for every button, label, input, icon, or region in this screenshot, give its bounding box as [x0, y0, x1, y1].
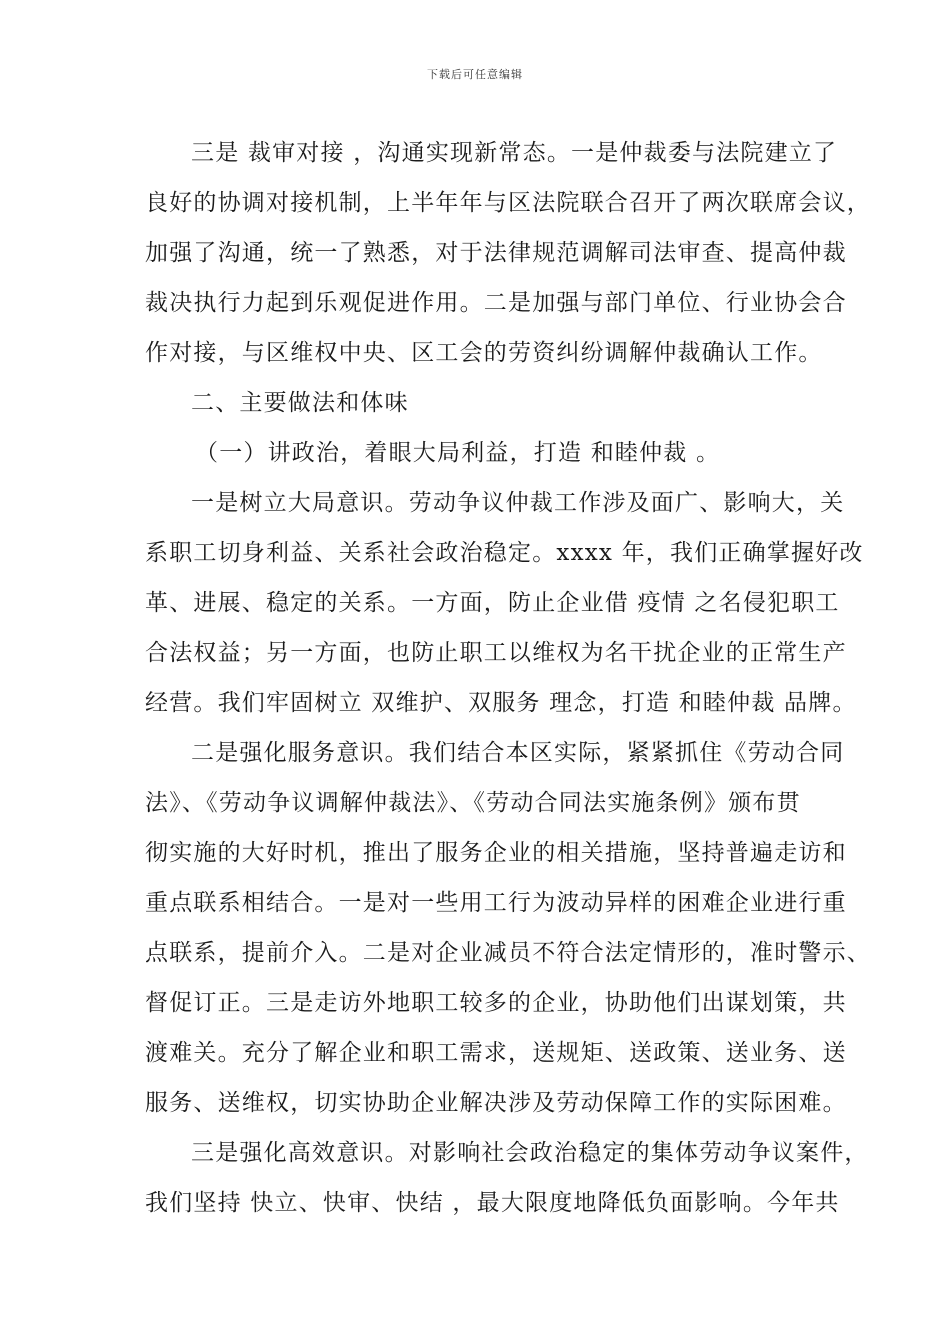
paragraph-line: 经营。我们牢固树立 双维护、双服务 理念，打造 和睦仲裁 品牌。: [145, 690, 857, 716]
paragraph-line: 加强了沟通，统一了熟悉，对于法律规范调解司法审查、提高仲裁: [145, 240, 847, 266]
paragraph-line: 重点联系相结合。一是对一些用工行为波动异样的困难企业进行重: [145, 890, 847, 916]
paragraph-line: 三是 裁审对接 ，沟通实现新常态。一是仲裁委与法院建立了: [191, 140, 838, 166]
paragraph-line: 我们坚持 快立、快审、快结 ，最大限度地降低负面影响。今年共: [145, 1190, 840, 1216]
paragraph-line: 三是强化高效意识。对影响社会政治稳定的集体劳动争议案件，: [191, 1140, 869, 1166]
paragraph-line: 督促订正。三是走访外地职工较多的企业，协助他们出谋划策，共: [145, 990, 847, 1016]
paragraph-line: 作对接，与区维权中央、区工会的劳资纠纷调解仲裁确认工作。: [145, 340, 823, 366]
paragraph-line: 一是树立大局意识。劳动争议仲裁工作涉及面广、影响大，关: [191, 490, 845, 516]
document-body: [145, 128, 871, 1228]
paragraph-line: 裁决执行力起到乐观促进作用。二是加强与部门单位、行业协会合: [145, 290, 847, 316]
page-header-note: 下载后可任意编辑: [427, 68, 523, 81]
paragraph-line: 彻实施的大好时机，推出了服务企业的相关措施，坚持普遍走访和: [145, 840, 847, 866]
section-heading: 二、主要做法和体味: [191, 390, 409, 416]
paragraph-line: 系职工切身利益、关系社会政治稳定。xxxx 年，我们正确掌握好改: [145, 540, 864, 566]
paragraph-line: 良好的协调对接机制，上半年年与区法院联合召开了两次联席会议，: [145, 190, 871, 216]
paragraph-line: 二是强化服务意识。我们结合本区实际，紧紧抓住《劳动合同: [191, 740, 845, 766]
paragraph-line: 合法权益；另一方面，也防止职工以维权为名干扰企业的正常生产: [145, 640, 847, 666]
subsection-heading: （一）讲政治，着眼大局利益，打造 和睦仲裁 。: [195, 440, 721, 466]
paragraph-line: 服务、送维权，切实协助企业解决涉及劳动保障工作的实际困难。: [145, 1090, 847, 1116]
paragraph-line: 法》、《劳动争议调解仲裁法》、《劳动合同法实施条例》颁布贯: [145, 790, 801, 816]
paragraph-line: 革、进展、稳定的关系。一方面，防止企业借 疫情 之名侵犯职工: [145, 590, 840, 616]
paragraph-line: 点联系，提前介入。二是对企业减员不符合法定情形的，准时警示、: [145, 940, 871, 966]
paragraph-line: 渡难关。充分了解企业和职工需求，送规矩、送政策、送业务、送: [145, 1040, 847, 1066]
